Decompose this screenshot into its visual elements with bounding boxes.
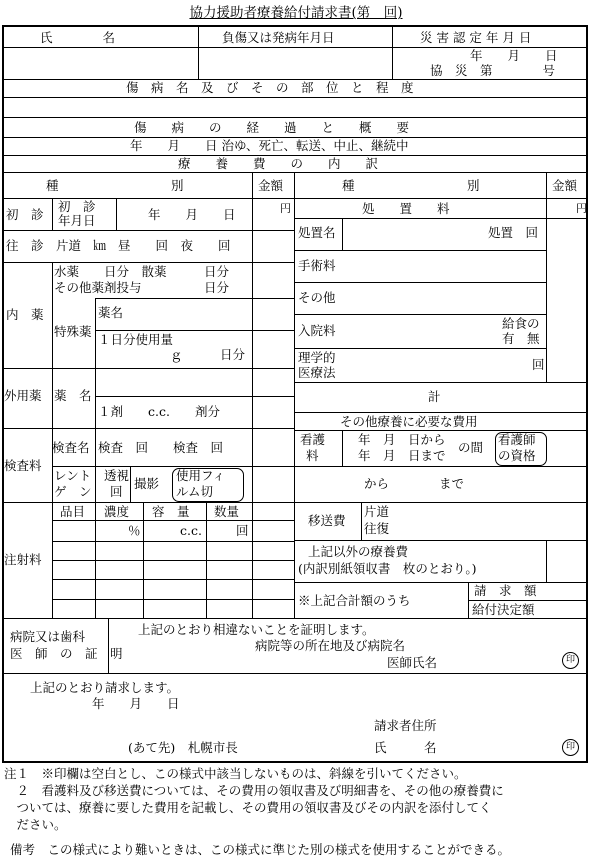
oushin-visits: 昼 回 夜 回	[118, 238, 231, 253]
toushi-count: 回	[110, 484, 123, 499]
kango-label: 料	[306, 448, 319, 463]
naiyaku-row: 水薬 日分 散薬 日分	[54, 264, 230, 279]
rule	[295, 582, 588, 583]
kyousai-number: 協 災 第 号	[430, 63, 556, 78]
daily-use-unit: ｇ 日分	[170, 347, 246, 362]
rule	[342, 218, 343, 250]
certification-label: 病院又は歯科	[10, 629, 86, 644]
outcome-row: 年 月 日 治ゆ、死亡、転送、中止、継続中	[130, 138, 409, 153]
unit-times: 回	[236, 523, 249, 538]
rule	[95, 396, 295, 397]
note-1: 注１ ※印欄は空白とし、この様式中該当しないものは、斜線を引いてください。	[4, 766, 467, 781]
left-amount-header: 金額	[258, 178, 284, 193]
note-2: ついては、療養に要した費用を記載し、その費用の領収書及びその内訳を添付してく	[4, 800, 492, 815]
rule	[252, 172, 253, 618]
seal-icon: 印	[562, 652, 579, 669]
col-volume: 容 量	[152, 504, 190, 519]
col-quantity: 数量	[214, 504, 240, 519]
rule	[95, 428, 96, 502]
shochi-name-label: 処置名	[298, 225, 336, 240]
yakumei-label: 薬名	[98, 305, 124, 320]
shochi-header: 処 置 料	[362, 201, 450, 216]
rule	[361, 502, 362, 540]
certification-statement: 上記のとおり相違ないことを証明します。	[138, 622, 375, 637]
name-header: 氏 名	[40, 30, 116, 45]
gaiyou-dose: １剤 c.c. 剤分	[98, 404, 220, 419]
request-date: 年 月 日	[92, 696, 180, 711]
rigaku-label: 理学的	[298, 350, 336, 365]
rentogen-label: ゲ ン	[54, 484, 92, 499]
claimant-name-label: 氏 名	[374, 740, 437, 755]
kango-from: 年 月 日から	[358, 432, 446, 447]
satsuei-label: 撮影	[134, 476, 160, 491]
approval-date-value: 年 月 日	[470, 48, 558, 63]
rule	[295, 412, 588, 413]
yen-unit: 円	[280, 202, 291, 215]
rule	[2, 618, 588, 619]
rule	[295, 282, 547, 283]
rule	[342, 430, 343, 466]
rule	[546, 172, 547, 382]
kensa-name-label: 検査名	[52, 440, 90, 455]
rule	[546, 540, 547, 582]
kango-label: 看護	[300, 432, 326, 447]
oushin-label: 往 診	[6, 238, 44, 253]
claimant-address-label: 請求者住所	[374, 718, 437, 733]
rule	[52, 466, 295, 467]
sum-note: ※上記合計額のうち	[298, 593, 411, 608]
film-label: ルム切	[176, 484, 214, 499]
rule	[130, 466, 131, 502]
kangoshi-label: の資格	[498, 448, 536, 463]
progress-header: 傷 病 の 経 過 と 概 要	[134, 120, 410, 135]
right-kind-header: 種 別	[342, 178, 480, 193]
expense-breakdown-header: 療 養 費 の 内 訳	[178, 156, 379, 171]
rule	[52, 541, 295, 542]
right-amount-header: 金額	[552, 178, 578, 193]
form-title: 協力援助者療養給付請求書(第 回)	[189, 5, 403, 21]
rule	[2, 97, 588, 98]
left-kind-header: 種 別	[46, 178, 184, 193]
other-expenses-note: (内訳別紙領収書 枚のとおり。)	[298, 561, 477, 576]
rule	[295, 466, 588, 467]
note-2: ２ 看護料及び移送費については、その費用の領収書及び明細書を、その他の療養費に	[4, 783, 504, 798]
isou-label: 移送費	[308, 513, 346, 528]
rule	[295, 348, 547, 349]
shoshin-date-label: 年月日	[58, 213, 96, 228]
oushin-distance: 片道 ㎞	[56, 238, 107, 253]
rule	[295, 250, 547, 251]
kango-to: 年 月 日まで	[358, 448, 446, 463]
shujutsu-label: 手術料	[298, 258, 336, 273]
tokushu-label: 特殊薬	[54, 324, 92, 339]
rule	[295, 218, 588, 219]
yen-unit: 円	[576, 202, 587, 215]
rule	[52, 599, 295, 600]
certification-label: 医 師 の 証 明	[10, 646, 123, 661]
chusha-label: 注射料	[4, 552, 42, 567]
rule	[295, 430, 588, 431]
kara-made: から まで	[364, 476, 465, 491]
approval-date-header: 災 害 認 定 年 月 日	[420, 30, 532, 45]
rule	[206, 502, 207, 618]
rule	[95, 298, 295, 299]
note-2: ださい。	[4, 817, 67, 832]
film-label: 使用フィ	[176, 468, 226, 483]
payment-decision-label: 給付決定額	[472, 602, 535, 617]
gaiyou-label: 外用薬	[4, 388, 42, 403]
shoshin-date-label: 初 診	[58, 199, 96, 214]
naiyaku-row: その他薬剤投与 日分	[54, 280, 230, 295]
rule	[2, 172, 588, 173]
total-label: 計	[428, 389, 441, 404]
kangoshi-label: 看護師	[498, 432, 536, 447]
rule	[143, 502, 144, 618]
meal-label: 有 無	[502, 331, 540, 346]
rule	[295, 502, 588, 503]
col-item: 品目	[60, 504, 86, 519]
rule	[95, 298, 96, 368]
other-required-label: その他療養に必要な費用	[340, 414, 478, 429]
rigaku-count: 回	[532, 357, 545, 372]
shoshin-date-value: 年 月 日	[148, 207, 236, 222]
unit-percent: ％	[128, 523, 141, 538]
toushi-label: 透視	[104, 468, 130, 483]
rule	[468, 582, 469, 618]
rule	[116, 198, 117, 230]
nyuin-label: 入院料	[298, 323, 336, 338]
kango-period: の間	[458, 440, 484, 455]
seal-icon: 印	[562, 739, 579, 756]
other-expenses-label: 上記以外の療養費	[308, 544, 409, 559]
daily-use-label: １日分使用量	[98, 332, 174, 347]
rule	[2, 117, 588, 118]
rule	[52, 560, 295, 561]
rule	[392, 25, 393, 79]
kensa-label: 検査料	[4, 458, 42, 473]
gaiyou-name-label: 薬 名	[54, 388, 92, 403]
oufuku-label: 往復	[364, 521, 390, 536]
rentogen-label: レント	[54, 468, 92, 483]
col-concentration: 濃度	[104, 504, 130, 519]
rule	[52, 198, 53, 230]
hospital-label: 病院等の所在地及び病院名	[255, 638, 406, 653]
rule	[2, 673, 588, 674]
rigaku-label: 医療法	[298, 365, 336, 380]
claim-amount-label: 請 求 額	[474, 583, 537, 598]
katamichi-label: 片道	[364, 504, 390, 519]
kensa-count: 検査 回 検査 回	[98, 440, 224, 455]
shoshin-label: 初 診	[6, 207, 44, 222]
rule	[52, 579, 295, 580]
naiyaku-label: 内 薬	[6, 307, 44, 322]
rule	[294, 172, 295, 618]
remarks: 備考 この様式により難いときは、この様式に準じた別の様式を使用することができる。	[10, 842, 511, 857]
rule	[95, 502, 96, 618]
injury-date-header: 負傷又は発病年月日	[222, 30, 335, 45]
rule	[295, 382, 588, 383]
meal-label: 給食の	[502, 316, 540, 331]
rule	[95, 330, 295, 331]
rule	[52, 520, 295, 521]
addressee: (あて先) 札幌市長	[128, 740, 238, 755]
doctor-label: 医師氏名	[387, 655, 438, 670]
shochi-count: 処置 回	[488, 225, 539, 240]
rule	[468, 600, 588, 601]
unit-cc: c.c.	[180, 523, 202, 538]
injury-name-header: 傷 病 名 及 び そ の 部 位 と 程 度	[126, 80, 414, 95]
rule	[295, 540, 588, 541]
sonota-label: その他	[298, 290, 336, 305]
request-statement: 上記のとおり請求します。	[30, 680, 180, 695]
rule	[295, 314, 547, 315]
rule	[198, 25, 199, 79]
rule	[95, 368, 96, 428]
rule	[52, 502, 53, 618]
